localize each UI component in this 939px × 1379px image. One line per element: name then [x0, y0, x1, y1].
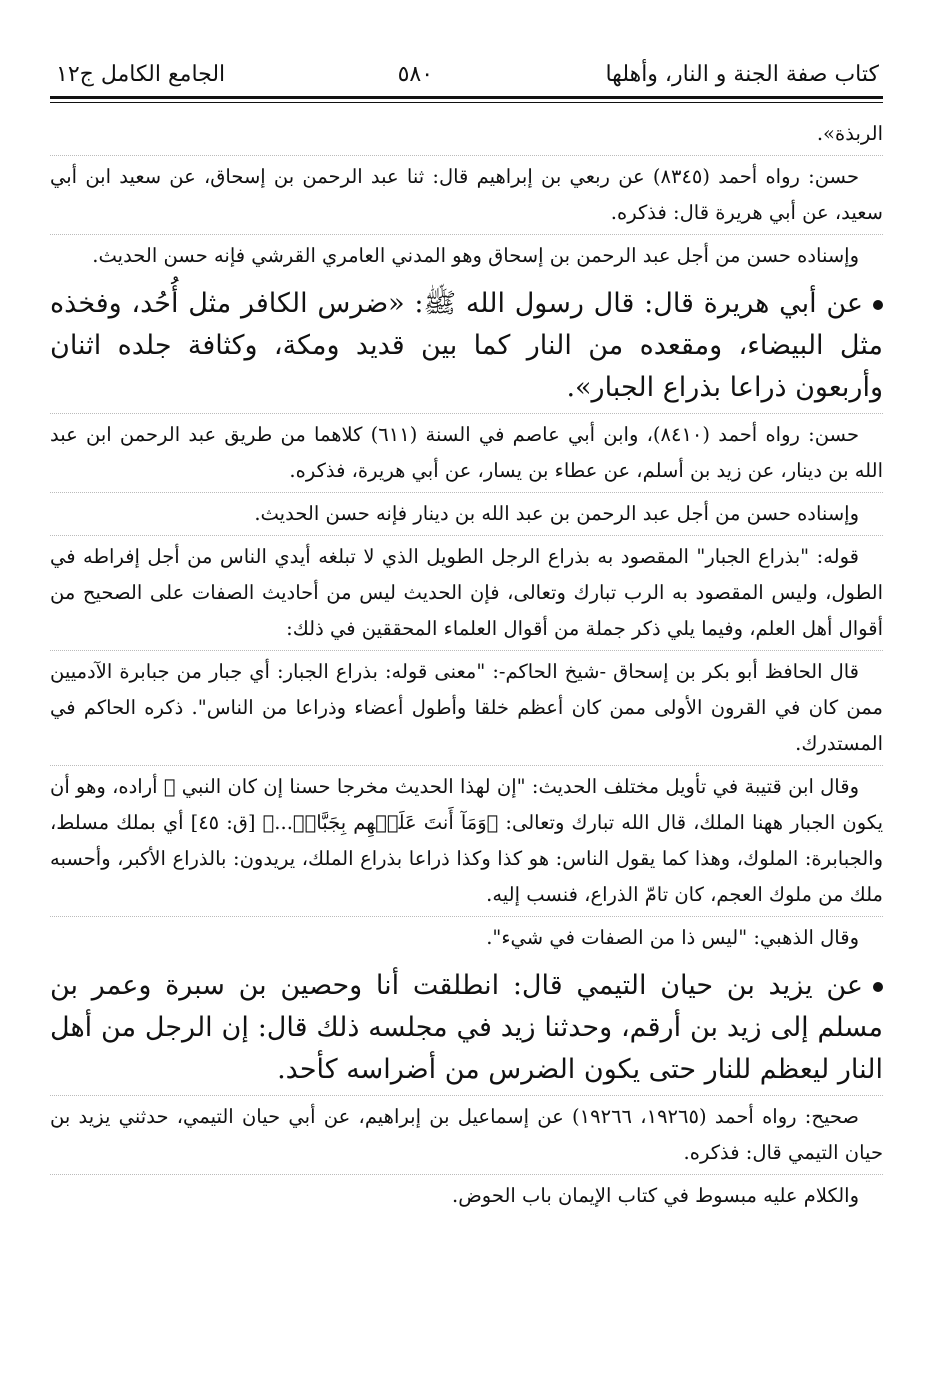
paragraph-8: قال الحافظ أبو بكر بن إسحاق -شيخ الحاكم-: "معنى قوله: بذراع الجبار: أي جبار من جبابرة الآدميين ممن كان في القرون الأولى ممن كان أعظم خلقا وأطول أعضاء وذراعا من الناس". ذكره الحاكم في المستدرك. [50, 650, 883, 765]
page-number: ٥٨٠ [397, 62, 434, 87]
page-body [50, 113, 883, 1217]
bullet-icon [873, 982, 883, 992]
header-rule-thin [50, 102, 883, 103]
paragraph-9: وقال ابن قتيبة في تأويل مختلف الحديث: "إن لهذا الحديث مخرجا حسنا إن كان النبي ﷺ أراده، وهو أن يكون الجبار ههنا الملك، قال الله تبارك وتعالى: ﴿وَمَآ أَنتَ عَلَيۡهِم بِجَبَّارٖ...﴾ [ق: ٤٥] أي بملك مسلط، والجبابرة: الملوك، وهذا كما يقول الناس: هو كذا وكذا ذراعا بذراع الملك، يريدون: بالذراع الأكبر، وأحسبه ملك من ملوك العجم، كان تامّ الذراع، فنسب إليه. [50, 765, 883, 916]
paragraph-12: صحيح: رواه أحمد (١٩٢٦٥، ١٩٢٦٦) عن إسماعيل بن إبراهيم، عن أبي حيان التيمي، حدثني يزيد بن حيان التيمي قال: فذكره. [50, 1095, 883, 1174]
paragraph-5: حسن: رواه أحمد (٨٤١٠)، وابن أبي عاصم في السنة (٦١١) كلاهما من طريق عبد الرحمن ابن عبد الله بن دينار، عن زيد بن أسلم، عن عطاء بن يسار، عن أبي هريرة، فذكره. [50, 413, 883, 492]
bullet-icon [873, 300, 883, 310]
paragraph-2: حسن: رواه أحمد (٨٣٤٥) عن ربعي بن إبراهيم قال: ثنا عبد الرحمن بن إسحاق، عن سعيد ابن أبي سعيد، عن أبي هريرة قال: فذكره. [50, 155, 883, 234]
paragraph-13: والكلام عليه مبسوط في كتاب الإيمان باب الحوض. [50, 1174, 883, 1217]
running-header [50, 60, 883, 96]
paragraph-1: الربذة». [816, 122, 883, 145]
hadith-paragraph-2 [50, 959, 883, 1095]
header-book-title: الجامع الكامل ج١٢ [56, 62, 226, 87]
paragraph-7: قوله: "بذراع الجبار" المقصود به بذراع الرجل الطويل الذي لا تبلغه أيدي الناس من أجل إفراطه في الطول، وليس المقصود به الرب تبارك وتعالى، فإن الحديث ليس من أحاديث الصفات على الصحيح من أقوال أهل العلم، وفيما يلي ذكر جملة من أقوال العلماء المحققين في ذلك: [50, 535, 883, 650]
hadith-text-1: عن أبي هريرة قال: قال رسول الله ﷺ: «ضرس الكافر مثل أُحُد، وفخذه مثل البيضاء، ومقعده من النار كما بين قديد ومكة، وكثافة جلده اثنان وأربعون ذراعا بذراع الجبار». [50, 288, 883, 403]
hadith-paragraph-1 [50, 277, 883, 413]
paragraph-3: وإسناده حسن من أجل عبد الرحمن بن إسحاق وهو المدني العامري القرشي فإنه حسن الحديث. [50, 234, 883, 277]
hadith-text-2: عن يزيد بن حيان التيمي قال: انطلقت أنا وحصين بن سبرة وعمر بن مسلم إلى زيد بن أرقم، وحدثنا زيد في مجلسه ذلك قال: إن الرجل من أهل النار ليعظم للنار حتى يكون الضرس من أضراسه كأحد. [50, 970, 883, 1085]
header-rule-thick [50, 96, 883, 99]
paragraph-10: وقال الذهبي: "ليس ذا من الصفات في شيء". [50, 916, 883, 959]
header-chapter-title: كتاب صفة الجنة و النار، وأهلها [605, 62, 879, 87]
paragraph-6: وإسناده حسن من أجل عبد الرحمن بن عبد الله بن دينار فإنه حسن الحديث. [50, 492, 883, 535]
